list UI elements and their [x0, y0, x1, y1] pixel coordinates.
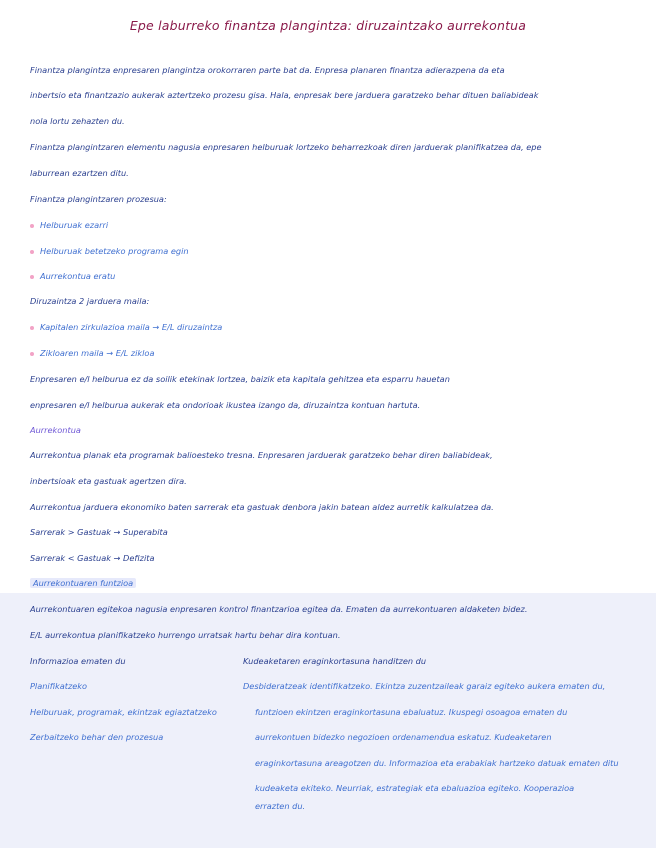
right-column-item-5: kudeaketa ekiteko. Neurriak, estrategiak eta ebaluazioa egiteko. Kooperazioa [255, 783, 575, 793]
functions-title: Aurrekontuaren funtzioa [30, 577, 136, 589]
right-column-title: Kudeaketaren eraginkortasuna handitzen du [243, 656, 427, 666]
levels-item-2: Zikloaren maila → E/L zikloa [30, 347, 154, 359]
budget-line-1: Aurrekontua planak eta programak balioesteko tresna. Enpresaren jarduerak garatzeko behar diren baliabideak, [30, 450, 493, 460]
process-item-2: Helburuak betetzeko programa egin [30, 245, 189, 257]
paragraph-3-line-1: Enpresaren e/l helburua ez da soilik etekinak lortzea, baizik eta kapitala gehitzea eta esparru hauetan [30, 374, 450, 384]
right-column-item-2: funtzioen ekintzen eraginkortasuna ebaluatuz. Ikuspegi osoagoa ematen du [255, 707, 568, 717]
levels-item-1: Kapitalen zirkulazioa maila → E/L diruzaintza [30, 321, 222, 333]
bullet-icon [30, 352, 34, 356]
process-title: Finantza plangintzaren prozesua: [30, 194, 167, 204]
paragraph-3-line-2: enpresaren e/l helburua aukerak eta ondorioak ikustea izango da, diruzaintza kontuan hartuta. [30, 400, 421, 410]
left-column-item-3: Zerbaitzeko behar den prozesua [30, 732, 164, 742]
bullet-icon [30, 224, 34, 228]
right-column-item-4: eraginkortasuna areagotzen du. Informazioa eta erabakiak hartzeko datuak ematen ditu [255, 758, 619, 768]
budget-line-4: Sarrerak > Gastuak → Superabita [30, 527, 168, 537]
process-item-3: Aurrekontua eratu [30, 270, 115, 282]
process-item-1: Helburuak ezarri [30, 219, 108, 231]
right-column-item-3: aurrekontuen bidezko negozioen ordenamendua eskatuz. Kudeaketaren [255, 732, 552, 742]
intro-line-3: nola lortu zehazten du. [30, 116, 125, 126]
intro-line-1: Finantza plangintza enpresaren plangintza orokorraren parte bat da. Enpresa planaren finantza adierazpena da eta [30, 65, 505, 75]
budget-line-2: inbertsioak eta gastuak agertzen dira. [30, 476, 187, 486]
functions-line-1: Aurrekontuaren egitekoa nagusia enpresaren kontrol finantzarioa egitea da. Ematen da aurrekontuaren aldaketen bidez. [30, 604, 528, 614]
page-title: Epe laburreko finantza plangintza: diruzaintzako aurrekontua [129, 18, 527, 33]
bullet-icon [30, 326, 34, 330]
right-column-item-1: Desbideratzeak identifikatzeko. Ekintza zuzentzaileak garaiz egiteko aukera ematen du, [243, 681, 606, 691]
paragraph-2-line-1: Finantza plangintzaren elementu nagusia enpresaren helburuak lortzeko beharrezkoak diren jarduerak planifikatzea da, epe [30, 142, 542, 152]
right-column-item-6: errazten du. [255, 801, 306, 811]
left-column-item-2: Helburuak, programak, ekintzak egiaztatzeko [30, 707, 217, 717]
left-column-title: Informazioa ematen du [30, 656, 126, 666]
bullet-icon [30, 275, 34, 279]
budget-title: Aurrekontua [30, 425, 81, 435]
bullet-icon [30, 250, 34, 254]
budget-line-3: Aurrekontua jarduera ekonomiko baten sarrerak eta gastuak denbora jakin batean aldez aurretik kalkulatzea da. [30, 502, 494, 512]
intro-line-2: inbertsio eta finantzazio aukerak aztertzeko prozesu gisa. Hala, enpresak bere jarduera garatzeko behar dituen baliabideak [30, 90, 539, 100]
budget-line-5: Sarrerak < Gastuak → Defizita [30, 553, 155, 563]
levels-title: Diruzaintza 2 jarduera maila: [30, 296, 150, 306]
left-column-item-1: Planifikatzeko [30, 681, 88, 691]
paragraph-2-line-2: laburrean ezartzen ditu. [30, 168, 129, 178]
functions-line-2: E/L aurrekontua planifikatzeko hurrengo urratsak hartu behar dira kontuan. [30, 630, 341, 640]
